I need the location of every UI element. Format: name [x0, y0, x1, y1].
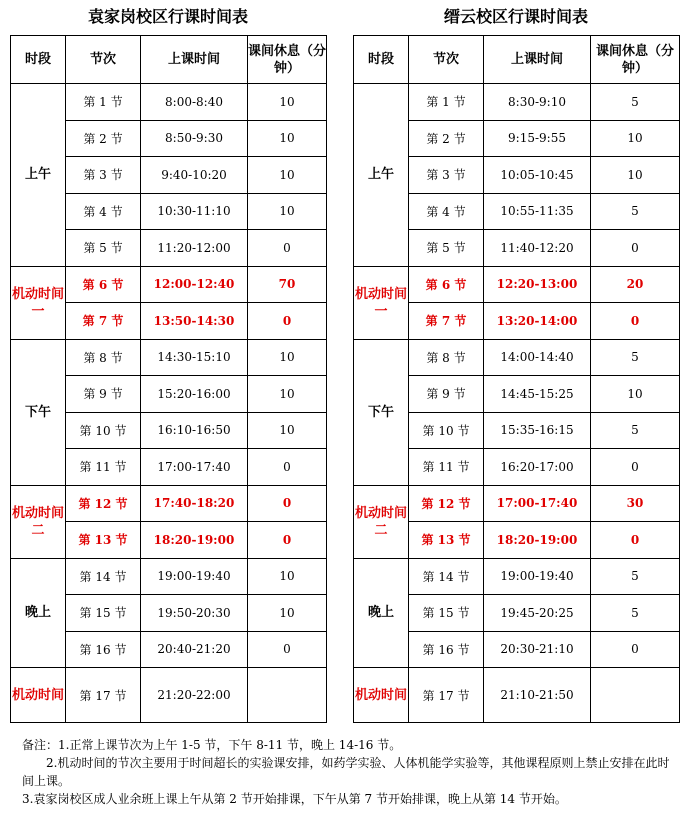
class-time: 10:30-11:10	[141, 193, 248, 230]
class-time: 18:20-19:00	[141, 522, 248, 559]
session-number: 第 8 节	[409, 339, 484, 376]
break-minutes: 10	[591, 120, 680, 157]
class-time: 14:30-15:10	[141, 339, 248, 376]
break-minutes: 10	[248, 558, 327, 595]
break-minutes: 20	[591, 266, 680, 303]
session-number: 第 5 节	[409, 230, 484, 267]
class-time: 9:40-10:20	[141, 157, 248, 194]
column-header: 上课时间	[484, 36, 591, 84]
session-number: 第 1 节	[66, 84, 141, 121]
period-label: 下午	[354, 339, 409, 485]
column-header: 课间休息（分钟）	[248, 36, 327, 84]
break-minutes: 5	[591, 412, 680, 449]
right-schedule-table	[353, 35, 680, 723]
break-minutes: 10	[248, 193, 327, 230]
table-row	[11, 558, 327, 595]
class-time: 14:45-15:25	[484, 376, 591, 413]
session-number: 第 2 节	[409, 120, 484, 157]
class-time: 19:00-19:40	[141, 558, 248, 595]
session-number: 第 12 节	[66, 485, 141, 522]
class-time: 16:20-17:00	[484, 449, 591, 486]
header-row	[354, 36, 680, 84]
break-minutes: 0	[248, 230, 327, 267]
table-row	[11, 485, 327, 522]
session-number: 第 2 节	[66, 120, 141, 157]
break-minutes: 10	[248, 84, 327, 121]
column-header: 时段	[11, 36, 66, 84]
break-minutes: 10	[248, 120, 327, 157]
break-minutes: 10	[248, 339, 327, 376]
session-number: 第 9 节	[409, 376, 484, 413]
session-number: 第 13 节	[409, 522, 484, 559]
break-minutes: 10	[591, 376, 680, 413]
period-label: 机动时间一	[354, 266, 409, 339]
session-number: 第 10 节	[409, 412, 484, 449]
period-label: 机动时间二	[11, 485, 66, 558]
class-time: 12:20-13:00	[484, 266, 591, 303]
class-time: 19:50-20:30	[141, 595, 248, 632]
break-minutes: 0	[248, 522, 327, 559]
break-minutes: 0	[591, 631, 680, 668]
left-table-title: 袁家岗校区行课时间表	[87, 7, 248, 26]
class-time: 20:30-21:10	[484, 631, 591, 668]
header-row	[11, 36, 327, 84]
table-row	[354, 668, 680, 723]
class-time: 8:00-8:40	[141, 84, 248, 121]
break-minutes: 0	[248, 303, 327, 340]
class-time: 13:20-14:00	[484, 303, 591, 340]
class-time: 16:10-16:50	[141, 412, 248, 449]
period-label: 晚上	[354, 558, 409, 668]
session-number: 第 9 节	[66, 376, 141, 413]
class-time: 18:20-19:00	[484, 522, 591, 559]
period-label: 机动时间	[11, 668, 66, 723]
class-time: 15:20-16:00	[141, 376, 248, 413]
break-minutes: 0	[591, 522, 680, 559]
session-number: 第 4 节	[409, 193, 484, 230]
class-time: 21:10-21:50	[484, 668, 591, 723]
session-number: 第 11 节	[66, 449, 141, 486]
table-row	[11, 84, 327, 121]
class-time: 19:45-20:25	[484, 595, 591, 632]
break-minutes	[248, 668, 327, 723]
session-number: 第 8 节	[66, 339, 141, 376]
break-minutes: 10	[248, 376, 327, 413]
session-number: 第 13 节	[66, 522, 141, 559]
session-number: 第 1 节	[409, 84, 484, 121]
column-header: 节次	[409, 36, 484, 84]
session-number: 第 11 节	[409, 449, 484, 486]
table-row	[11, 668, 327, 723]
note-line-3: 3.袁家岗校区成人业余班上课上午从第 2 节开始排课，下午从第 7 节开始排课，晚上从第 14 节开始。	[22, 792, 567, 806]
class-time: 19:00-19:40	[484, 558, 591, 595]
break-minutes: 10	[248, 595, 327, 632]
session-number: 第 3 节	[66, 157, 141, 194]
break-minutes	[591, 668, 680, 723]
session-number: 第 7 节	[66, 303, 141, 340]
break-minutes: 0	[248, 631, 327, 668]
table-row	[354, 339, 680, 376]
table-row	[11, 339, 327, 376]
class-time: 9:15-9:55	[484, 120, 591, 157]
session-number: 第 12 节	[409, 485, 484, 522]
break-minutes: 5	[591, 193, 680, 230]
class-time: 10:55-11:35	[484, 193, 591, 230]
session-number: 第 14 节	[66, 558, 141, 595]
session-number: 第 16 节	[66, 631, 141, 668]
break-minutes: 5	[591, 339, 680, 376]
period-label: 机动时间二	[354, 485, 409, 558]
period-label: 机动时间	[354, 668, 409, 723]
break-minutes: 10	[248, 412, 327, 449]
break-minutes: 5	[591, 558, 680, 595]
class-time: 17:00-17:40	[484, 485, 591, 522]
class-time: 20:40-21:20	[141, 631, 248, 668]
table-row	[354, 84, 680, 121]
period-label: 机动时间一	[11, 266, 66, 339]
session-number: 第 15 节	[66, 595, 141, 632]
session-number: 第 15 节	[409, 595, 484, 632]
column-header: 上课时间	[141, 36, 248, 84]
class-time: 10:05-10:45	[484, 157, 591, 194]
class-time: 8:30-9:10	[484, 84, 591, 121]
class-time: 21:20-22:00	[141, 668, 248, 723]
session-number: 第 6 节	[66, 266, 141, 303]
class-time: 14:00-14:40	[484, 339, 591, 376]
break-minutes: 0	[248, 449, 327, 486]
right-table-title: 缙云校区行课时间表	[443, 7, 588, 26]
session-number: 第 4 节	[66, 193, 141, 230]
table-row	[354, 266, 680, 303]
period-label: 上午	[11, 84, 66, 267]
class-time: 13:50-14:30	[141, 303, 248, 340]
table-row	[354, 485, 680, 522]
session-number: 第 10 节	[66, 412, 141, 449]
break-minutes: 0	[248, 485, 327, 522]
session-number: 第 17 节	[66, 668, 141, 723]
session-number: 第 14 节	[409, 558, 484, 595]
session-number: 第 3 节	[409, 157, 484, 194]
class-time: 8:50-9:30	[141, 120, 248, 157]
session-number: 第 16 节	[409, 631, 484, 668]
period-label: 下午	[11, 339, 66, 485]
class-time: 11:20-12:00	[141, 230, 248, 267]
break-minutes: 30	[591, 485, 680, 522]
class-time: 12:00-12:40	[141, 266, 248, 303]
break-minutes: 70	[248, 266, 327, 303]
session-number: 第 7 节	[409, 303, 484, 340]
break-minutes: 10	[248, 157, 327, 194]
break-minutes: 5	[591, 595, 680, 632]
break-minutes: 0	[591, 230, 680, 267]
table-row	[11, 266, 327, 303]
session-number: 第 17 节	[409, 668, 484, 723]
column-header: 节次	[66, 36, 141, 84]
left-schedule-table	[10, 35, 327, 723]
session-number: 第 5 节	[66, 230, 141, 267]
note-line-2: 2.机动时间的节次主要用于时间超长的实验课安排，如药学实验、人体机能学实验等，其他课程原则上禁止安排在此时间上课。	[22, 756, 670, 788]
break-minutes: 10	[591, 157, 680, 194]
table-row	[354, 558, 680, 595]
class-time: 11:40-12:20	[484, 230, 591, 267]
class-time: 17:40-18:20	[141, 485, 248, 522]
note-line-1: 备注：1.正常上课节次为上午 1-5 节，下午 8-11 节，晚上 14-16 节。	[22, 738, 402, 752]
period-label: 上午	[354, 84, 409, 267]
session-number: 第 6 节	[409, 266, 484, 303]
column-header: 时段	[354, 36, 409, 84]
notes	[22, 736, 672, 808]
class-time: 15:35-16:15	[484, 412, 591, 449]
class-time: 17:00-17:40	[141, 449, 248, 486]
period-label: 晚上	[11, 558, 66, 668]
break-minutes: 5	[591, 84, 680, 121]
break-minutes: 0	[591, 303, 680, 340]
break-minutes: 0	[591, 449, 680, 486]
column-header: 课间休息（分钟）	[591, 36, 680, 84]
